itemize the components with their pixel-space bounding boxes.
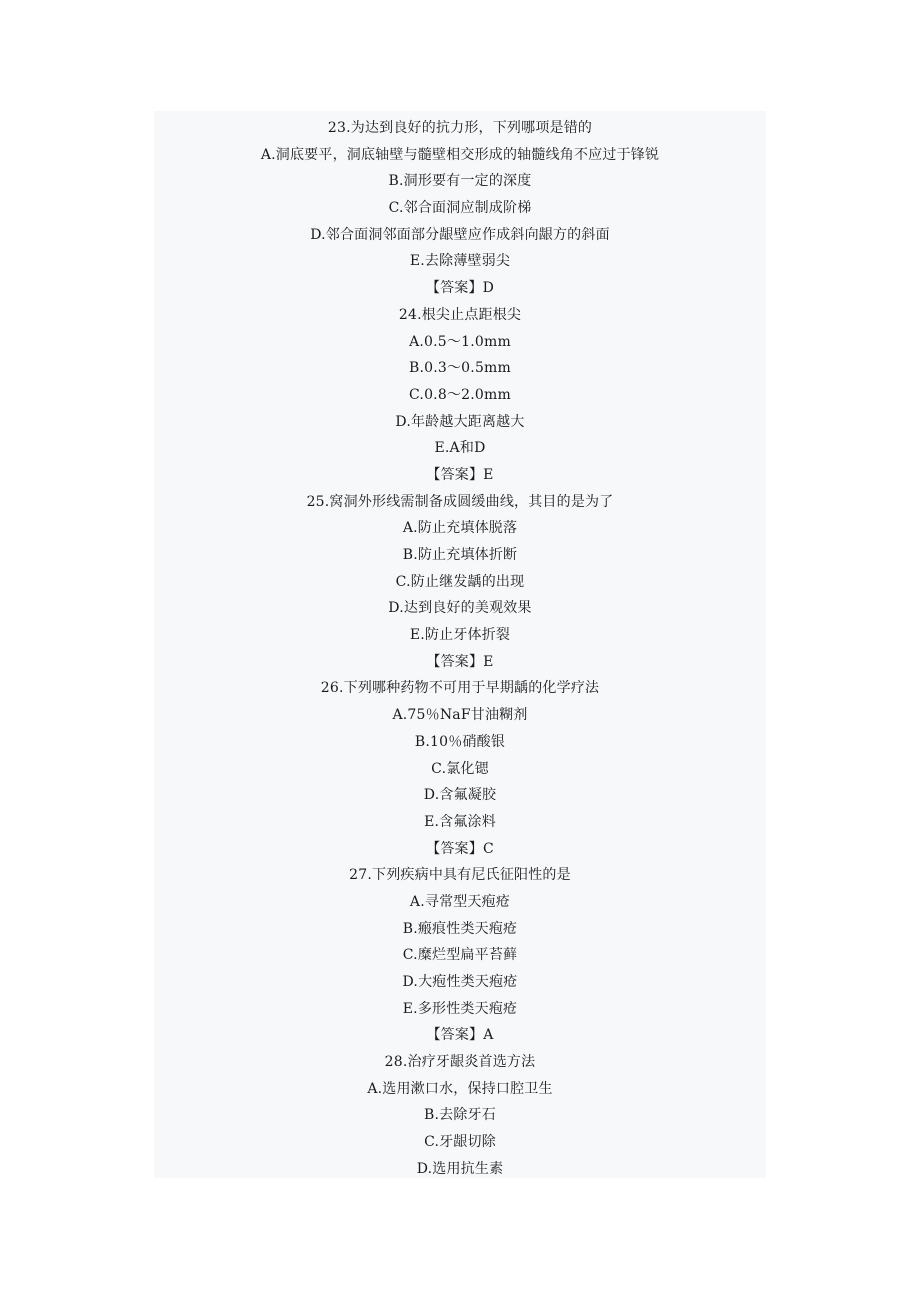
question-27-option-d: D.大疱性类天疱疮 (402, 974, 518, 990)
question-25-option-a: A.防止充填体脱落 (402, 520, 518, 537)
question-25-stem: 25.窝洞外形线需制备成圆缓曲线，其目的是为了 (306, 493, 614, 510)
question-23-option-c: C.邻合面洞应制成阶梯 (388, 200, 532, 217)
question-25-option-b: B.防止充填体折断 (402, 547, 518, 563)
question-28-option-c: C.牙龈切除 (424, 1134, 496, 1151)
question-26-stem: 26.下列哪种药物不可用于早期龋的化学疗法 (320, 680, 600, 697)
question-25-answer: 【答案】E (426, 653, 494, 670)
question-27-option-c: C.糜烂型扁平苔藓 (402, 947, 518, 964)
question-27-option-a: A.寻常型天疱疮 (409, 893, 511, 910)
question-26-option-b: B.10％硝酸银 (414, 733, 506, 750)
question-23-option-d: D.邻合面洞邻面部分龈壁应作成斜向龈方的斜面 (310, 226, 610, 243)
question-23-option-e: E.去除薄壁弱尖 (409, 253, 511, 270)
question-23-answer: 【答案】D (425, 280, 495, 297)
content-panel (154, 111, 766, 1178)
question-24-option-d: D.年龄越大距离越大 (395, 413, 525, 430)
question-26-option-e: E.含氟涂料 (424, 813, 496, 830)
question-28-option-d: D.选用抗生素 (416, 1160, 504, 1177)
question-27-answer: 【答案】A (426, 1027, 494, 1044)
question-list (154, 115, 766, 1183)
question-24-option-b: B.0.3～0.5mm (408, 360, 512, 377)
question-28-stem: 28.治疗牙龈炎首选方法 (384, 1054, 536, 1071)
question-23-option-a: A.洞底要平，洞底轴壁与髓壁相交形成的轴髓线角不应过于锋锐 (260, 146, 660, 163)
question-28-option-b: B.去除牙石 (424, 1107, 496, 1124)
question-28-option-a: A.选用漱口水，保持口腔卫生 (367, 1080, 553, 1097)
question-27-option-e: E.多形性类天疱疮 (402, 1000, 518, 1017)
question-25-option-c: C.防止继发龋的出现 (395, 573, 525, 590)
question-24-stem: 24.根尖止点距根尖 (398, 306, 522, 323)
question-25-option-d: D.达到良好的美观效果 (388, 600, 532, 617)
question-24-option-c: C.0.8～2.0mm (409, 386, 511, 403)
question-27-stem: 27.下列疾病中具有尼氏征阳性的是 (349, 867, 571, 884)
question-24-option-e: E.A和D (434, 440, 486, 457)
question-24-answer: 【答案】E (426, 466, 494, 483)
question-27-option-b: B.瘢痕性类天疱疮 (402, 920, 518, 937)
question-25-option-e: E.防止牙体折裂 (409, 627, 511, 644)
question-26-option-a: A.75％NaF甘油糊剂 (392, 707, 528, 724)
question-24-option-a: A.0.5～1.0mm (409, 333, 511, 350)
question-26-option-c: C.氯化锶 (431, 760, 489, 777)
question-26-answer: 【答案】C (426, 840, 494, 857)
question-23-option-b: B.洞形要有一定的深度 (388, 173, 532, 190)
question-23-stem: 23.为达到良好的抗力形，下列哪项是错的 (327, 120, 593, 136)
question-26-option-d: D.含氟凝胶 (423, 787, 497, 804)
